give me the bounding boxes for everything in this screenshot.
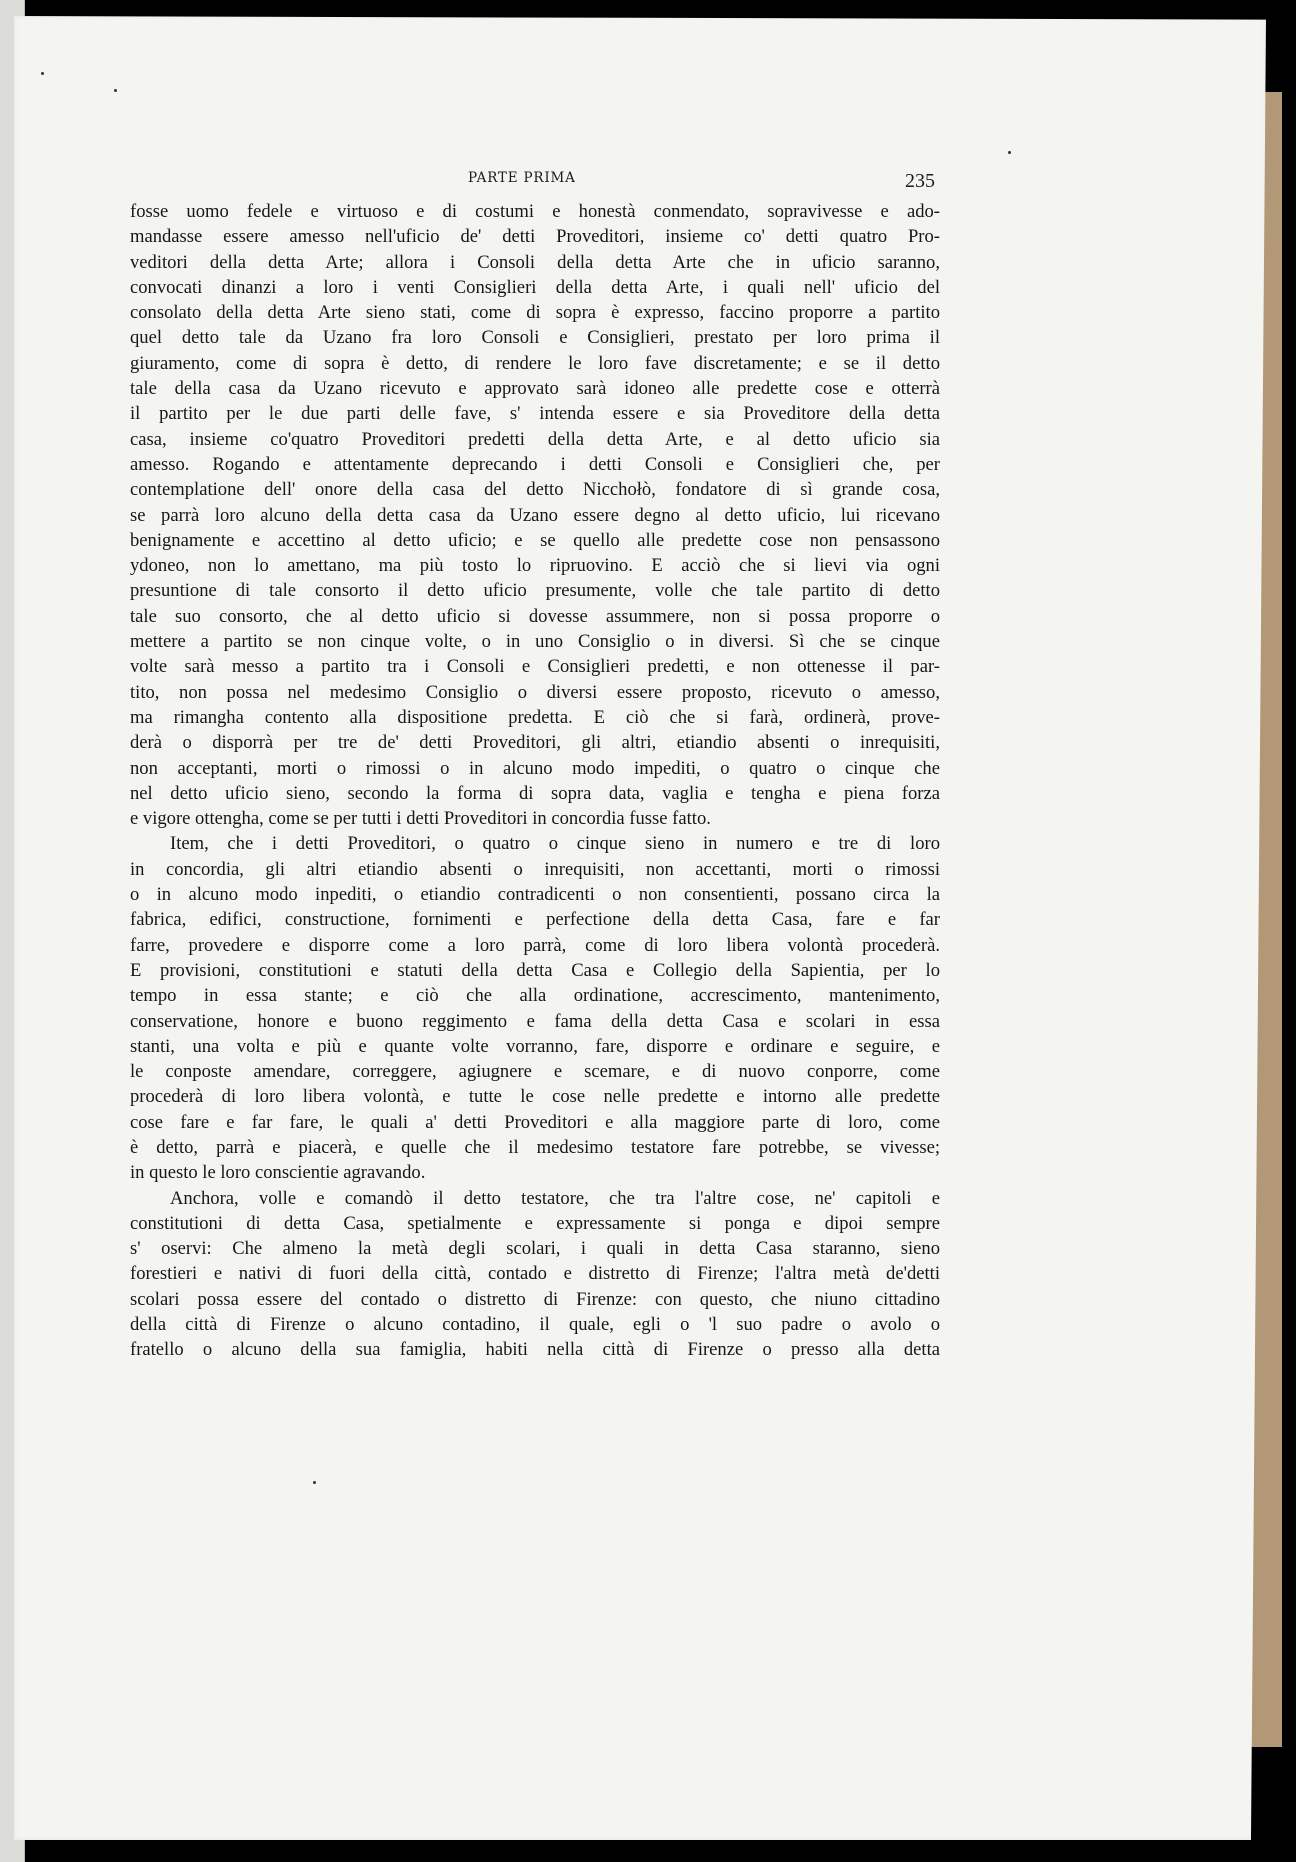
text-line: se parrà loro alcuno della detta casa da Uzano essere degno al detto uficio, lui ricevano [130,504,940,526]
text-line: forestieri e nativi di fuori della città, contado e distretto di Firenze; l'altra metà de'detti [130,1263,940,1285]
text-line: tito, non possa nel medesimo Consiglio o diversi essere proposto, ricevuto o amesso, [130,681,940,703]
text-line: mandasse essere amesso nell'uficio de' detti Proveditori, insieme co' detti quatro Pro- [130,226,940,248]
text-line: giuramento, come di sopra è detto, di rendere le loro fave discretamente; e se il detto [130,352,940,374]
paragraph [130,1186,940,1363]
text-line: tale suo consorto, che al detto uficio si dovesse assummere, non si possa proporre o [130,605,940,627]
ink-speck [114,89,117,92]
text-line: in concordia, gli altri etiandio absenti o inrequisiti, non accettanti, morti o rimossi [130,858,940,880]
text-line: tempo in essa stante; e ciò che alla ordinatione, accrescimento, mantenimento, [130,985,940,1007]
paragraph [130,831,940,1185]
text-line: il partito per le due parti delle fave, s' intenda essere e sia Proveditore della detta [130,403,940,425]
text-line: della città di Firenze o alcuno contadino, il quale, egli o 'l suo padre o avolo o [130,1314,940,1336]
text-line: contemplatione dell' onore della casa del detto Nicchołò, fondatore di sì grande cosa, [130,479,940,501]
text-line: e vigore ottengha, come se per tutti i detti Proveditori in concordia fusse fatto. [130,808,711,830]
text-line: quel detto tale da Uzano fra loro Consoli e Consiglieri, prestato per loro prima il [130,327,940,349]
body-text [130,199,940,1363]
text-line: Item, che i detti Proveditori, o quatro o cinque sieno in numero e tre di loro [170,833,940,855]
text-line: procederà di loro libera volontà, e tutte le cose nelle predette e intorno alle predette [130,1086,940,1108]
text-line: convocati dinanzi a loro i venti Consiglieri della detta Arte, i quali nell' uficio del [130,276,940,298]
text-line: amesso. Rogando e attentamente deprecando i detti Consoli e Consiglieri che, per [130,453,940,475]
text-line: fosse uomo fedele e virtuoso e di costumi e honestà conmendato, sopravivesse e ado- [130,201,940,222]
text-line: derà o disporrà per tre de' detti Proveditori, gli altri, etiandio absenti o inrequisiti, [130,732,940,754]
text-line: tale della casa da Uzano ricevuto e approvato sarà idoneo alle predette cose e otterrà [130,378,940,400]
text-line: ma rimangha contento alla dispositione predetta. E ciò che si farà, ordinerà, prove- [130,706,940,728]
text-line: scolari possa essere del contado o distretto di Firenze: con questo, che niuno cittadino [130,1288,940,1310]
text-line: casa, insieme co'quatro Proveditori predetti della detta Arte, e al detto uficio sia [130,428,940,450]
text-line: stanti, una volta e più e quante volte vorranno, fare, disporre e ordinare e seguire, e [130,1035,940,1057]
text-line: presuntione di tale consorto il detto uficio presumente, volle che tale partito di detto [130,580,940,602]
text-line: non acceptanti, morti o rimossi o in alcuno modo impediti, o quatro o cinque che [130,757,940,779]
text-line: le conposte amendare, correggere, agiugnere e scemare, e di nuovo conporre, come [130,1061,940,1083]
text-line: nel detto uficio sieno, secondo la forma di sopra data, vaglia e tengha e piena forza [130,782,940,804]
ink-speck [1008,151,1011,154]
text-line: fratello o alcuno della sua famiglia, habiti nella città di Firenze o presso alla detta [130,1339,940,1361]
text-line: consolato della detta Arte sieno stati, come di sopra è expresso, faccino proporre a partito [130,302,940,324]
ink-speck [313,1481,316,1484]
text-line: fabrica, edifici, constructione, fornimenti e perfectione della detta Casa, fare e far [130,909,940,931]
paragraph [130,199,940,831]
text-line: è detto, parrà e piacerà, e quelle che il medesimo testatore fare potrebbe, se vivesse; [130,1136,940,1158]
text-line: farre, provedere e disporre come a loro parrà, come di loro libera volontà procederà. [130,934,940,956]
text-line: conservatione, honore e buono reggimento e fama della detta Casa e scolari in essa [130,1010,940,1032]
text-line: s' oservi: Che almeno la metà degli scolari, i quali in detta Casa staranno, sieno [130,1238,940,1260]
text-line: o in alcuno modo inpediti, o etiandio contradicenti o non consentienti, possano circa la [130,884,940,906]
text-line: volte sarà messo a partito tra i Consoli e Consiglieri predetti, e non ottenesse il par- [130,656,940,678]
text-line: mettere a partito se non cinque volte, o in uno Consiglio o in diversi. Sì che se cinque [130,631,940,653]
ink-speck [41,72,44,75]
text-line: E provisioni, constitutioni e statuti della detta Casa e Collegio della Sapientia, per lo [130,959,940,981]
text-line: ydoneo, non lo amettano, ma più tosto lo ripruovino. E acciò che si lievi via ogni [130,555,940,577]
page-number: 235 [905,170,935,192]
text-line: benignamente e accettino al detto uficio; e se quello alle predette cose non pensassono [130,529,940,551]
text-line: constitutioni di detta Casa, spetialmente e expressamente si ponga e dipoi sempre [130,1212,940,1234]
text-line: cose fare e far fare, le quali a' detti Proveditori e alla maggiore parte di loro, come [130,1111,940,1133]
running-head: PARTE PRIMA [468,170,576,186]
text-line: in questo le loro conscientie agravando. [130,1162,426,1184]
text-line: Anchora, volle e comandò il detto testatore, che tra l'altre cose, ne' capitoli e [170,1187,940,1209]
text-line: veditori della detta Arte; allora i Consoli della detta Arte che in uficio saranno, [130,251,940,273]
